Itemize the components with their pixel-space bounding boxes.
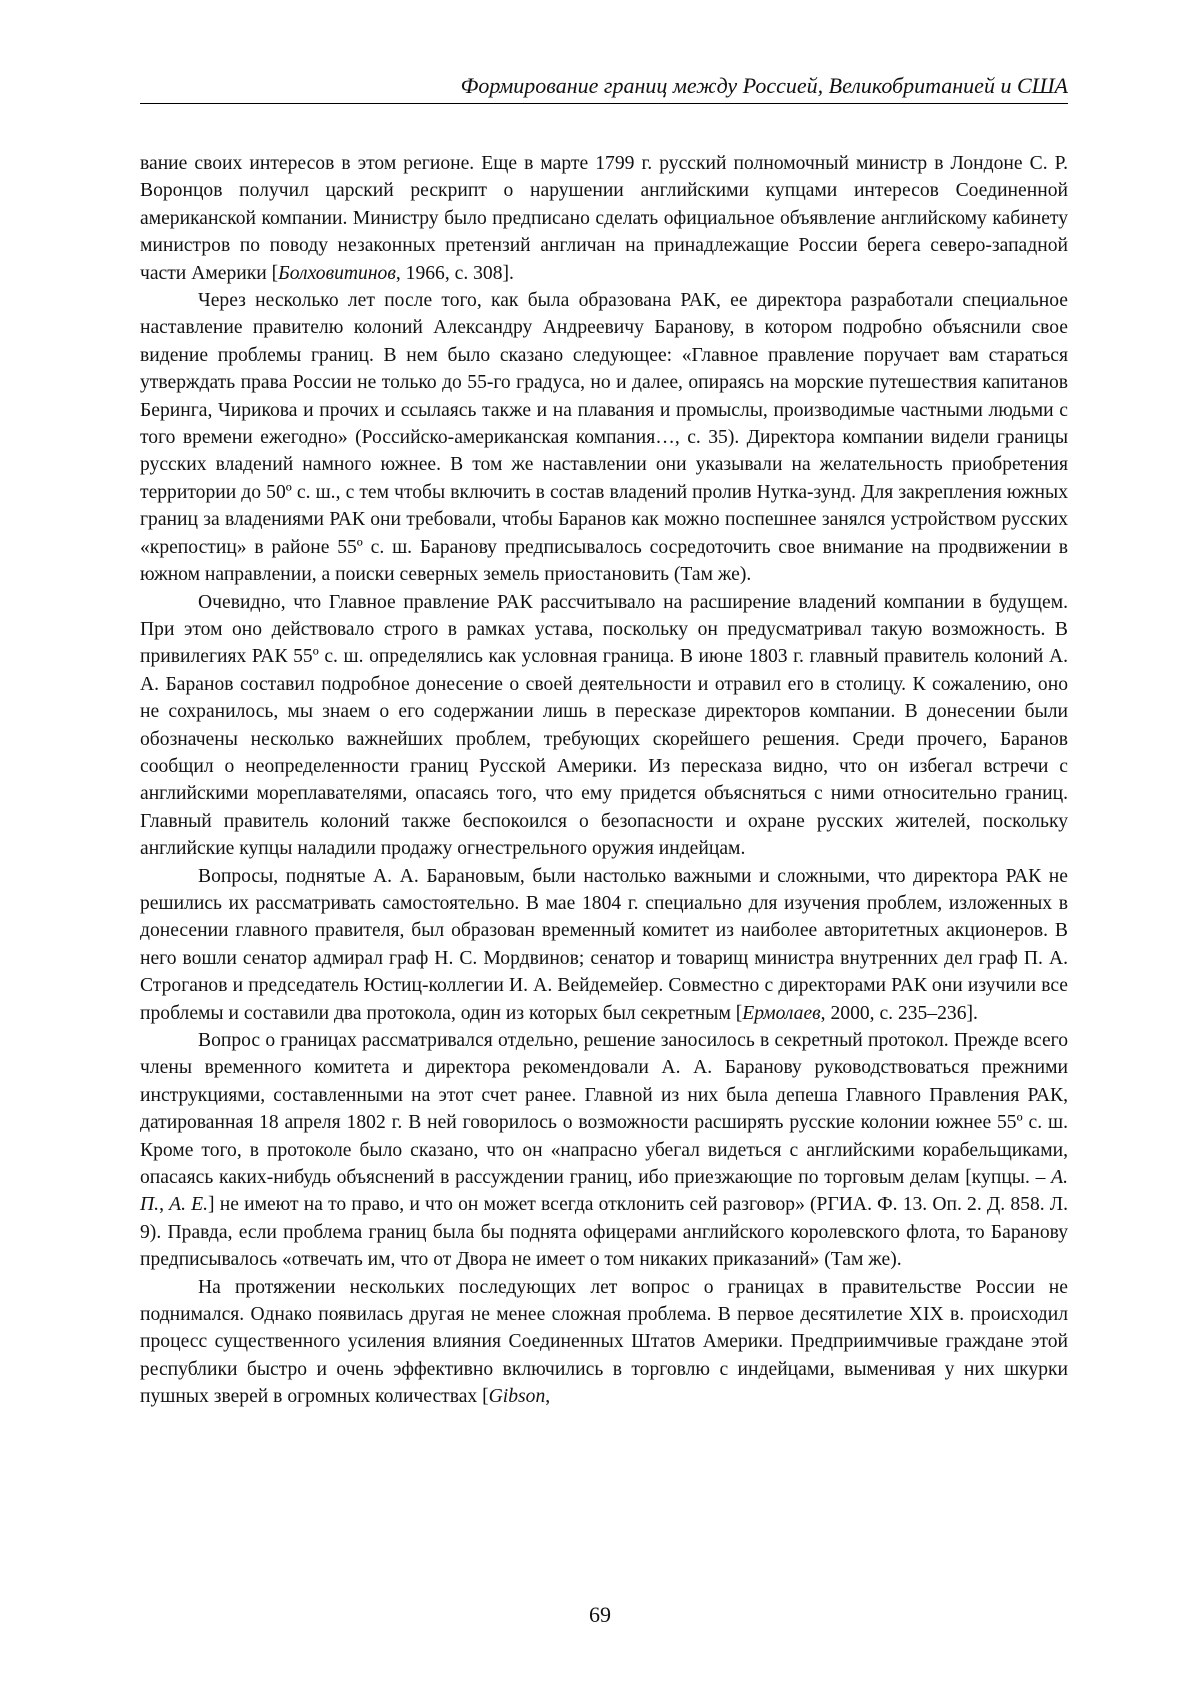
paragraph-3: Очевидно, что Главное правление РАК рассчитывало на расширение владений компании в будущем. При этом оно действовало строго в рамках устава, поскольку он предусматривал такую возможность. В привилегиях РАК 55º с. ш. определялись как условная граница. В июне 1803 г. главный правитель колоний А. А. Баранов составил подробное донесение о своей деятельности и отравил его в столицу. К сожалению, оно не сохранилось, мы знаем о его содержании лишь в пересказе директоров компании. В донесении были обозначены несколько важнейших проблем, требующих скорейшего решения. Среди прочего, Баранов сообщил о неопределенности границ Русской Америки. Из пересказа видно, что он избегал встречи с английскими мореплавателями, опасаясь того, что ему придется объясняться с ними относительно границ. Главный правитель колоний также беспокоился о безопасности и охране русских жителей, поскольку английские купцы наладили продажу огнестрельного оружия индейцам. xyxy=(140,589,1068,863)
citation-author: Ермолаев xyxy=(742,1003,820,1024)
author-initials: А. Е. xyxy=(169,1194,208,1215)
running-header: Формирование границ между Россией, Великобританией и США xyxy=(140,73,1068,104)
article-body xyxy=(140,150,1068,1411)
paragraph-5: Вопрос о границах рассматривался отдельно, решение заносилось в секретный протокол. Прежде всего члены временного комитета и директора рекомендовали А. А. Баранову руководствоваться прежними инструкциями, составленными на этот счет ранее. Главной из них была депеша Главного Правления РАК, датированная 18 апреля 1802 г. В ней говорилось о возможности расширять русские колонии южнее 55º с. ш. Кроме того, в протоколе было сказано, что он «напрасно убегал видеться с английскими корабельщиками, опасаясь каких-нибудь объяснений в рассуждении границ, ибо приезжающие по торговым делам [купцы. – А. П., А. Е.] не имеют на то право, и что он может всегда отклонить сей разговор» (РГИА. Ф. 13. Оп. 2. Д. 858. Л. 9). Правда, если проблема границ была бы поднята офицерами английского королевского флота, то Баранову предписывалось «отвечать им, что от Двора не имеет о том никаких приказаний» (Там же). xyxy=(140,1027,1068,1274)
paragraph-2: Через несколько лет после того, как была образована РАК, ее директора разработали специальное наставление правителю колоний Александру Андреевичу Баранову, в котором подробно объяснили свое видение проблемы границ. В нем было сказано следующее: «Главное правление поручает вам стараться утверждать права России не только до 55-го градуса, но и далее, опираясь на морские путешествия капитанов Беринга, Чирикова и прочих и ссылаясь также и на плавания и промыслы, производимые частными людьми с того времени ежегодно» (Российско-американская компания…, с. 35). Директора компании видели границы русских владений намного южнее. В том же наставлении они указывали на желательность приобретения территории до 50º с. ш., с тем чтобы включить в состав владений пролив Нутка-зунд. Для закрепления южных границ за владениями РАК они требовали, чтобы Баранов как можно поспешнее занялся устройством русских «крепостиц» в районе 55º с. ш. Баранову предписывалось сосредоточить свое внимание на продвижении в южном направлении, а поиски северных земель приостановить (Там же). xyxy=(140,287,1068,588)
author-initials: А. П. xyxy=(140,1167,1068,1215)
paragraph-6: На протяжении нескольких последующих лет вопрос о границах в правительстве России не поднимался. Однако появилась другая не менее сложная проблема. В первое десятилетие XIX в. происходил процесс существенного усиления влияния Соединенных Штатов Америки. Предприимчивые граждане этой республики быстро и очень эффективно включились в торговлю с индейцами, выменивая у них шкурки пушных зверей в огромных количествах [Gibson, xyxy=(140,1274,1068,1411)
citation-author: Gibson xyxy=(489,1386,546,1407)
paragraph-1: вание своих интересов в этом регионе. Еще в марте 1799 г. русский полномочный министр в Лондоне С. Р. Воронцов получил царский рескрипт о нарушении английскими купцами интересов Соединенной американской компании. Министру было предписано сделать официальное объявление английскому кабинету министров по поводу незаконных претензий англичан на принадлежащие России берега северо-западной части Америки [Болховитинов, 1966, с. 308]. xyxy=(140,150,1068,287)
page-number: 69 xyxy=(0,1602,1200,1628)
paragraph-4: Вопросы, поднятые А. А. Барановым, были настолько важными и сложными, что директора РАК не решились их рассматривать самостоятельно. В мае 1804 г. специально для изучения проблем, изложенных в донесении главного правителя, был образован временный комитет из наиболее авторитетных акционеров. В него вошли сенатор адмирал граф Н. С. Мордвинов; сенатор и товарищ министра внутренних дел граф П. А. Строганов и председатель Юстиц-коллегии И. А. Вейдемейер. Совместно с директорами РАК они изучили все проблемы и составили два протокола, один из которых был секретным [Ермолаев, 2000, с. 235–236]. xyxy=(140,863,1068,1027)
citation-author: Болховитинов xyxy=(278,263,396,284)
